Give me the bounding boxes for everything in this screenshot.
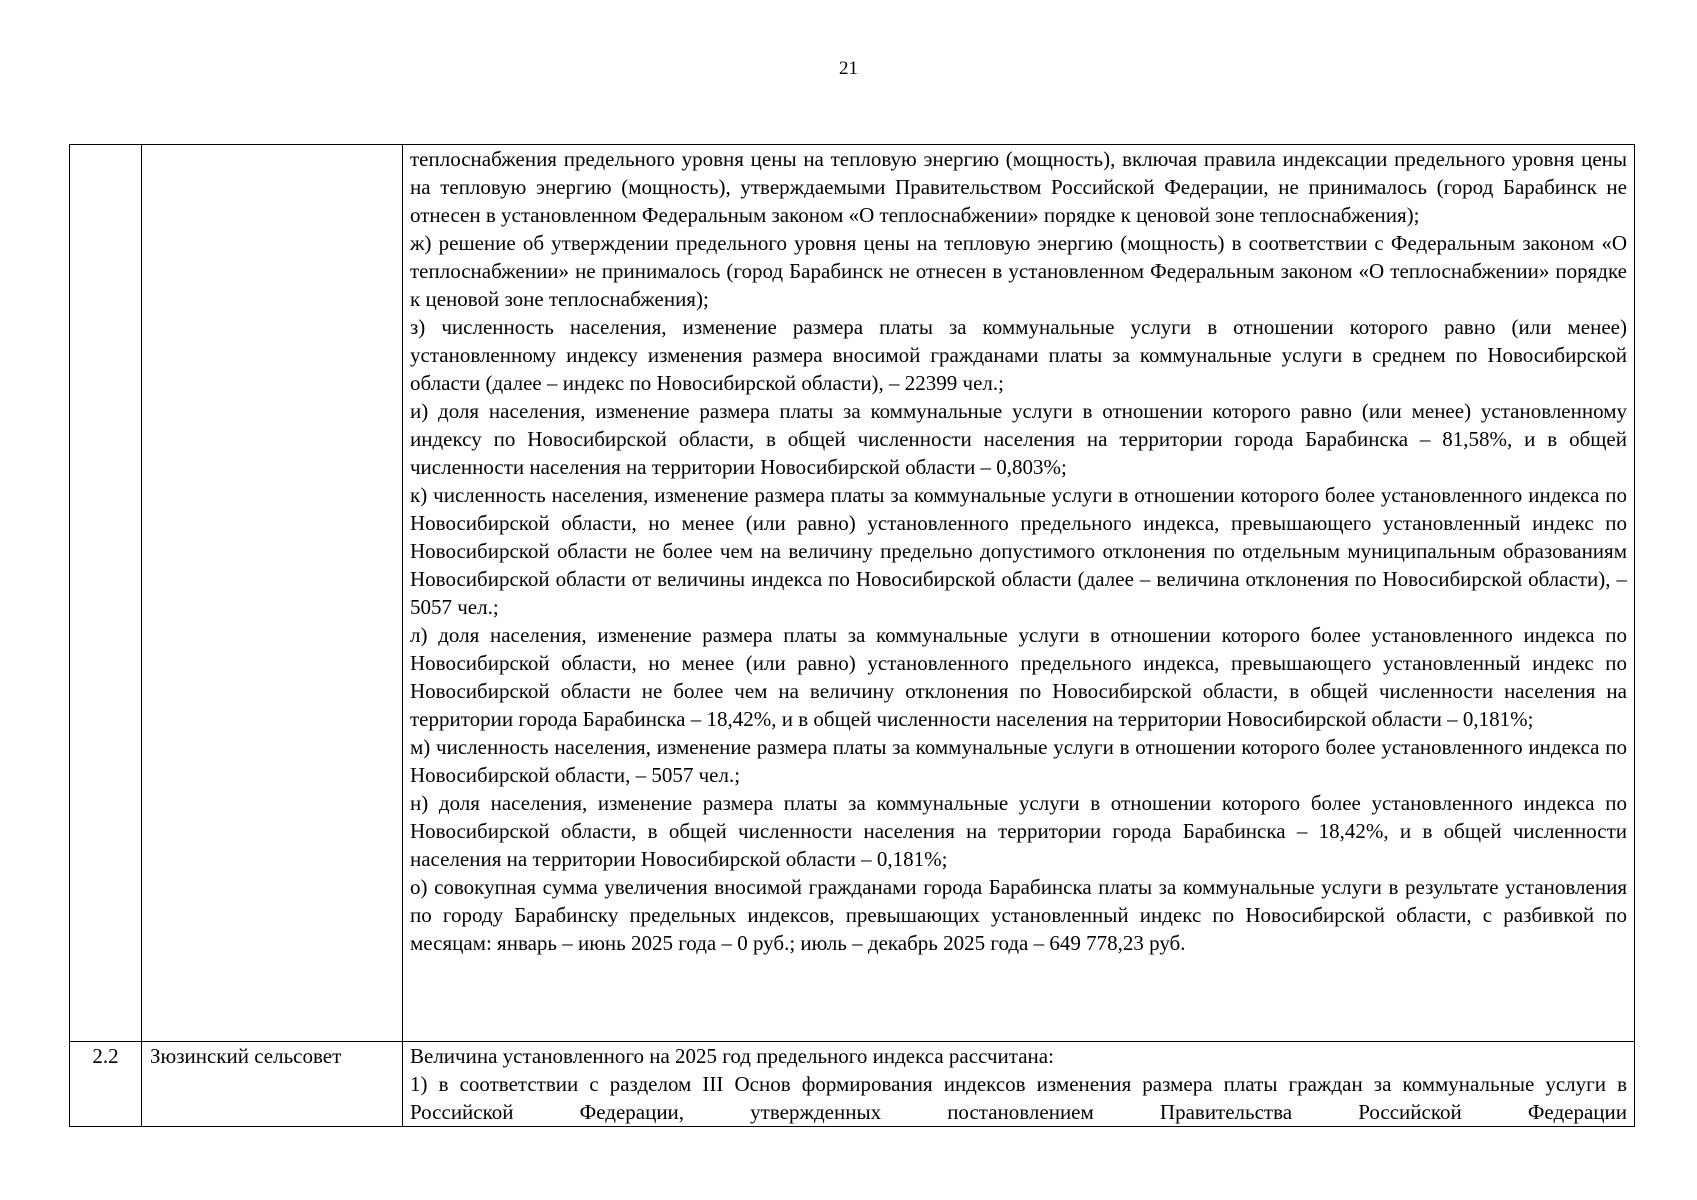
page-number: 21 [839, 58, 858, 79]
paragraph-i: и) доля населения, изменение размера платы за коммунальные услуги в отношении которого равно (или менее) установленному индексу по Новосибирской области, в общей численности населения на территории города Барабинска – 81,58%, и в общей численности населения на территории Новосибирской области – 0,803%; [410, 399, 1627, 479]
municipality-name-cell: Зюзинский сельсовет [142, 1042, 403, 1127]
paragraph-l: л) доля населения, изменение размера платы за коммунальные услуги в отношении которого более установленного индекса по Новосибирской области, но менее (или равно) установленного предельного индекса, превышающего установленный индекс по Новосибирской области не более чем на величину отклонения по Новосибирской области, в общей численности населения на территории города Барабинска – 18,42%, и в общей численности населения на территории Новосибирской области – 0,181%; [410, 623, 1627, 731]
paragraph-o: о) совокупная сумма увеличения вносимой гражданами города Барабинска платы за коммунальные услуги в результате установления по городу Барабинску предельных индексов, превышающих установленный индекс по Новосибирской области, с разбивкой по месяцам: январь – июнь 2025 года – 0 руб.; июль – декабрь 2025 года – 649 778,23 руб. [410, 875, 1627, 955]
table-row [70, 1042, 1635, 1127]
paragraph-z: з) численность населения, изменение размера платы за коммунальные услуги в отношении которого равно (или менее) установленному индексу изменения размера вносимой гражданами платы за коммунальные услуги в среднем по Новосибирской области (далее – индекс по Новосибирской области), – 22399 чел.; [410, 315, 1627, 395]
municipality-name-cell [142, 145, 403, 1042]
paragraph-n: н) доля населения, изменение размера платы за коммунальные услуги в отношении которого более установленного индекса по Новосибирской области, в общей численности населения на территории города Барабинска – 18,42%, и в общей численности населения на территории Новосибирской области – 0,181%; [410, 791, 1627, 871]
paragraph-m: м) численность населения, изменение размера платы за коммунальные услуги в отношении которого более установленного индекса по Новосибирской области, – 5057 чел.; [410, 735, 1627, 787]
description-cell [403, 145, 1635, 1042]
paragraph-zh: ж) решение об утверждении предельного уровня цены на тепловую энергию (мощность) в соответствии с Федеральным законом «О теплоснабжении» не принималось (город Барабинск не отнесен в установленном Федеральным законом «О теплоснабжении» порядке к ценовой зоне теплоснабжения); [410, 231, 1627, 311]
row-number-cell [70, 145, 142, 1042]
table-row [70, 145, 1635, 1042]
paragraph-1: 1) в соответствии с разделом III Основ формирования индексов изменения размера платы граждан за коммунальные услуги в Российской Федерации, утвержденных постановлением Правительства Российской Федерации [410, 1072, 1627, 1124]
description-cell [403, 1042, 1635, 1127]
row-number-cell: 2.2 [70, 1042, 142, 1127]
document-table [69, 144, 1635, 1127]
paragraph-continuation: теплоснабжения предельного уровня цены на тепловую энергию (мощность), включая правила индексации предельного уровня цены на тепловую энергию (мощность), утверждаемыми Правительством Российской Федерации, не принималось (город Барабинск не отнесен в установленном Федеральным законом «О теплоснабжении» порядке к ценовой зоне теплоснабжения); [410, 147, 1627, 227]
paragraph-intro: Величина установленного на 2025 год предельного индекса рассчитана: [410, 1044, 1054, 1068]
paragraph-k: к) численность населения, изменение размера платы за коммунальные услуги в отношении которого более установленного индекса по Новосибирской области, но менее (или равно) установленного предельного индекса, превышающего установленный индекс по Новосибирской области не более чем на величину предельно допустимого отклонения по отдельным муниципальным образованиям Новосибирской области от величины индекса по Новосибирской области (далее – величина отклонения по Новосибирской области), – 5057 чел.; [410, 483, 1627, 619]
